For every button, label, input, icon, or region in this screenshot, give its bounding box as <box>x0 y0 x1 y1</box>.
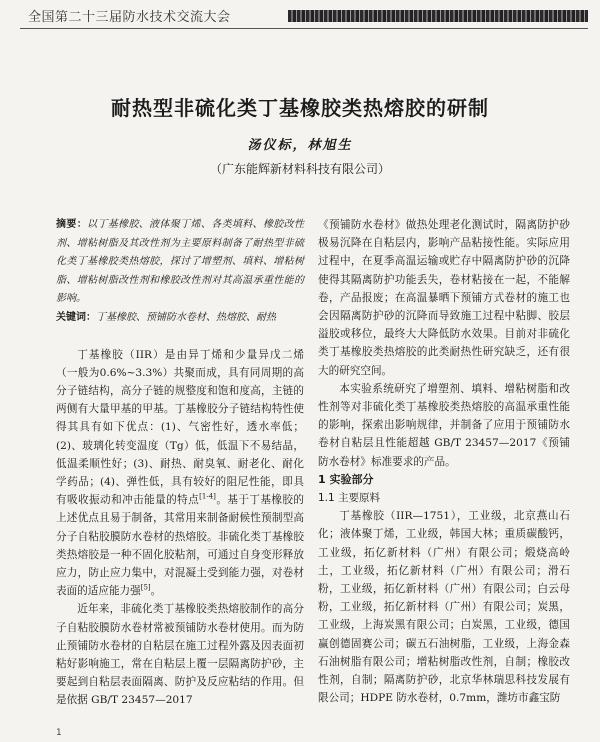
affiliation: （广东能辉新材料科技有限公司） <box>209 162 390 176</box>
left-column <box>56 216 304 710</box>
materials-paragraph: 丁基橡胶（IIR—1751），工业级，北京燕山石化；液体聚丁烯，工业级，韩国大林；重质碳酸钙，工业级，拓亿新材料（广州）有限公司；煅烧高岭土，工业级，拓亿新材料（广州）有限公司；滑石粉，工业级，拓亿新材料（广州）有限公司；白云母粉，工业级，拓亿新材料（广州）有限公司；炭黑，工业级，上海炭黑有限公司；白炭黑，工业级，德国赢创德固赛公司；碳五石油树脂，工业级，上海金森石油树脂有限公司；增粘树脂改性剂，自制；橡胶改性剂，自制；隔离防护砂，北京华林瑞思科技发展有限公司；HDPE 防水卷材，0.7mm，潍坊市鑫宝防 <box>318 510 570 705</box>
abstract-label: 摘要： <box>56 219 88 230</box>
header-rule <box>20 28 588 29</box>
keywords-text: 丁基橡胶、预铺防水卷材、热熔胶、耐热 <box>96 311 276 323</box>
right-column <box>318 216 570 707</box>
body-paragraph: 丁基橡胶（IIR）是由异丁烯和少量异戊二烯（一般为0.6%~3.3%）共聚而成，具有同周期的高分子链结构，高分子链的规整度和饱和度高，主链的两侧有大量甲基的甲基。丁基橡胶分子链结构特性使得其具有如下优点：(1)、气密性好，透水率低；(2)、玻璃化转变温度（Tg）低，低温下不易结晶，低温柔顺性好；(3)、耐热、耐臭氧、耐老化、耐化学药品；(4)、弹性低，具有较好的阻尼性能，即具有吸收振动和冲击能量的特点[1-4]。基于丁基橡胶的上述优点且易于制备，其常用来制备耐候性预制型高分子自粘胶膜防水卷材的热熔胶。非硫化类丁基橡胶类热熔胶是一种不固化胶粘剂，可通过自身变形释放应力，防止应力集中，对混凝土受到能力强，对卷材表面的适应能力强[5]。 <box>56 348 305 598</box>
page-mark: 1 <box>56 728 62 738</box>
keywords <box>56 309 304 328</box>
keywords-label: 关键词： <box>56 311 96 323</box>
abstract-text: 以丁基橡胶、液体聚丁烯、各类填料、橡胶改性剂、增粘树脂及其改性剂为主要原料制备了耐热型非硫化类丁基橡胶类热熔胶，探讨了增塑剂、填料、增粘树脂、增粘树脂改性剂和橡胶改性剂对其高温承重性能的影响。 <box>56 219 305 305</box>
page-header <box>0 0 600 30</box>
authors: 汤仪标，林旭生 <box>247 138 353 153</box>
body-paragraph: 《预铺防水卷材》做热处理老化测试时，隔离防护砂极易沉降在自粘层内，影响产品粘接性能。实际应用过程中，在夏季高温运输或贮存中隔离防护砂的沉降使得其隔离防护功能丢失，卷材粘接在一起，不能解卷，产品报废；在高温暴晒下预铺方式卷材的施工也会因隔离防护砂的沉降而导致施工过程中粘脚、胶层溢胶或移位，最终大大降低防水效果。目前对非硫化类丁基橡胶类热熔胶的此类耐热性研究缺乏，还有很大的研究空间。 <box>318 219 570 377</box>
body-paragraph: 近年来，非硫化类丁基橡胶类热熔胶制作的高分子自粘胶膜防水卷材常被预铺防水卷材使用。而为防止预铺防水卷材的自粘层在施工过程外露及因表面初粘好影响施工，常在自粘层上覆一层隔离防护砂，主要起到自粘层表面隔离、防护及反应粘结的作用。但是依据 GB/T 23457—2017 <box>56 603 304 707</box>
abstract <box>56 216 304 309</box>
subsection-heading: 1.1 主要原料 <box>318 492 381 505</box>
body-paragraph: 本实验系统研究了增塑剂、填料、增粘树脂和改性剂等对非硫化类丁基橡胶类热熔胶的高温承重性能的影响，探索出影响规律，并制备了应用于预铺防水卷材自粘层且性能超越 GB/T 23457—2017《预铺防水卷材》标准要求的产品。 <box>318 382 570 468</box>
section-heading: 1 实验部分 <box>318 472 374 486</box>
running-head: 全国第二十三届防水技术交流大会 <box>28 10 231 25</box>
paper-title: 耐热型非硫化类丁基橡胶类热熔胶的研制 <box>111 96 489 120</box>
header-decorative-bar <box>288 10 588 22</box>
